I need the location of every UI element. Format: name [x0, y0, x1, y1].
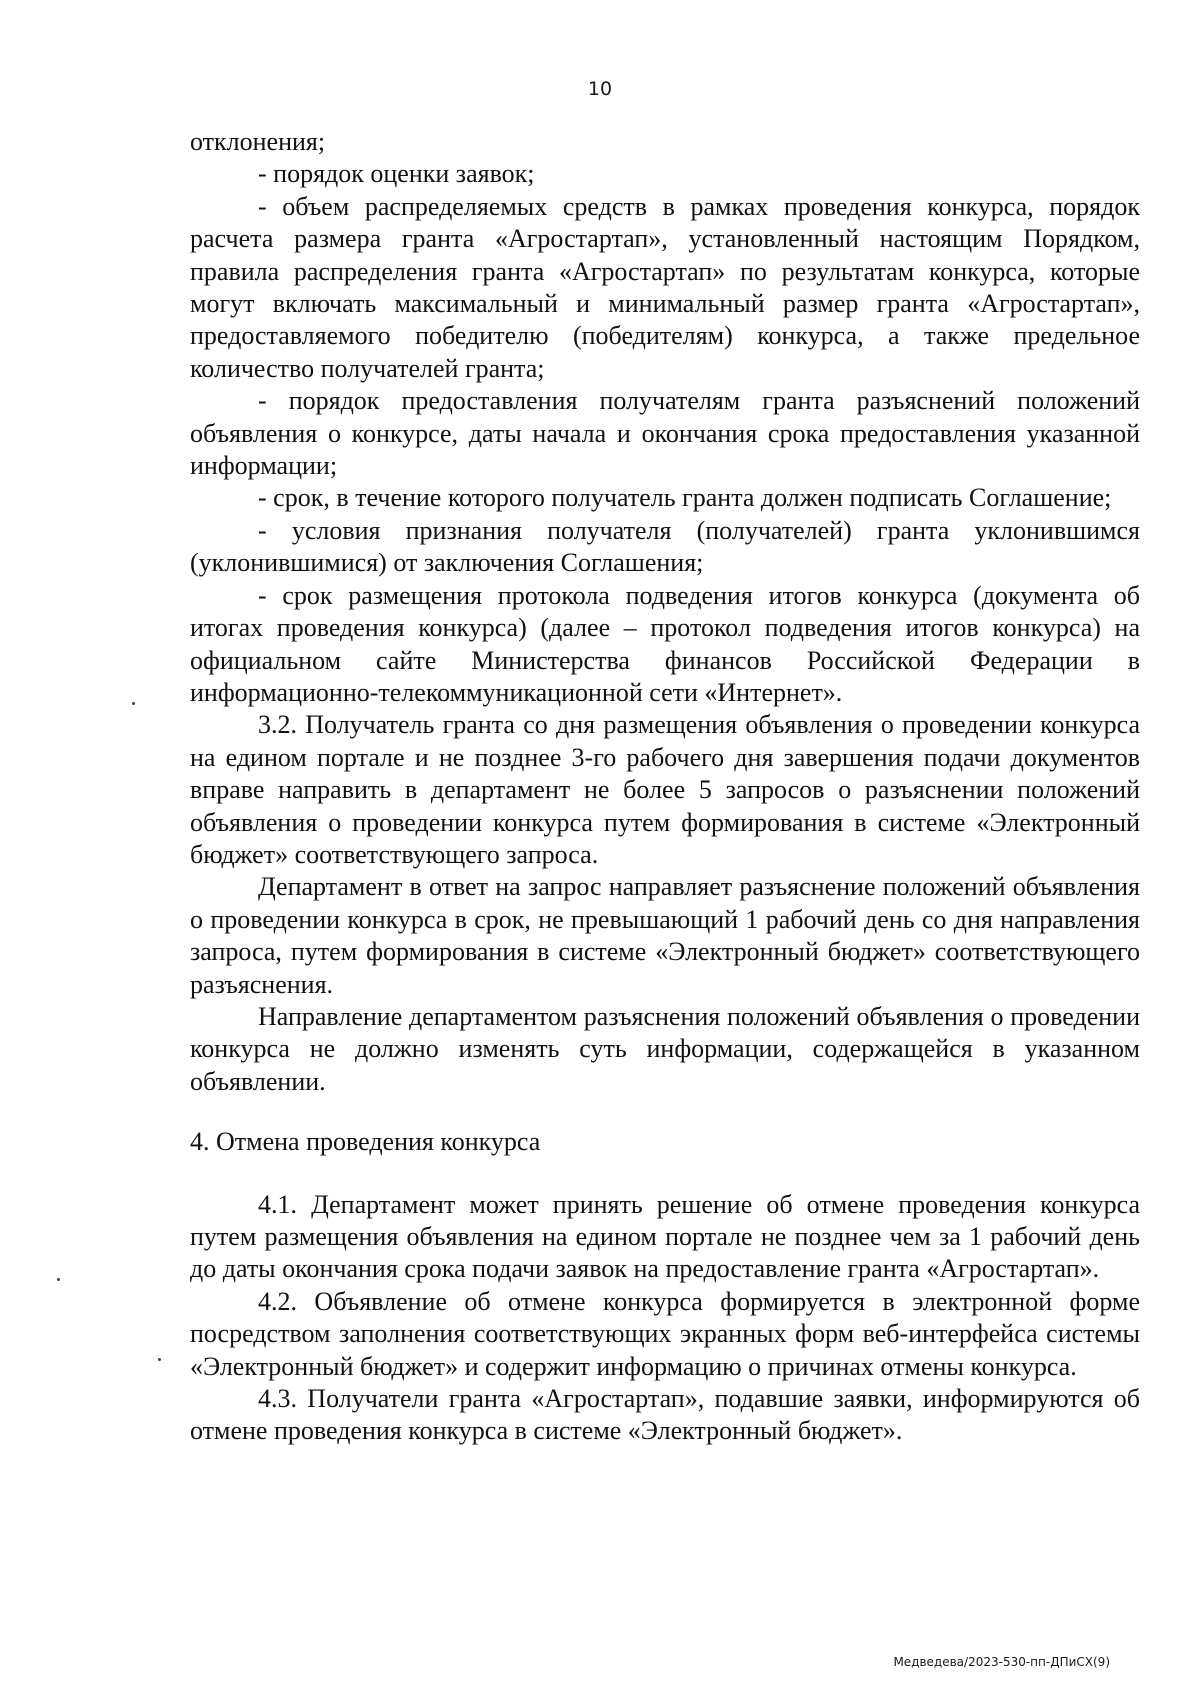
paragraph: Направление департаментом разъяснения положений объявления о проведении конкурса не должно изменять суть информации, содержащейся в указанном объявлении. — [190, 1001, 1140, 1096]
list-item: - срок, в течение которого получатель гранта должен подписать Соглашение; — [258, 483, 1112, 513]
clause-4-3: 4.3. Получатели гранта «Агростартап», подавшие заявки, информируются об отмене проведения конкурса в системе «Электронный бюджет». — [190, 1384, 1140, 1446]
list-item: - объем распределяемых средств в рамках проведения конкурса, порядок расчета размера гранта «Агростартап», установленный настоящим Порядком, правила распределения гранта «Агростартап» по результатам конкурса, которые могут включать максимальный и минимальный размер гранта «Агростартап», предоставляемого победителю (победителям) конкурса, а также предельное количество получателей гранта; — [190, 191, 1140, 383]
scan-speck — [132, 702, 135, 705]
list-item: - порядок оценки заявок; — [258, 159, 535, 189]
clause-4-2: 4.2. Объявление об отмене конкурса формируется в электронной форме посредством заполнения соответствующих экранных форм веб-интерфейса системы «Электронный бюджет» и содержит информацию о причинах отмены конкурса. — [190, 1286, 1140, 1381]
clause-4-1: 4.1. Департамент может принять решение об отмене проведения конкурса путем размещения объявления на едином портале не позднее чем за 1 рабочий день до даты окончания срока подачи заявок на предоставление гранта «Агростартап». — [190, 1189, 1140, 1284]
list-item: - срок размещения протокола подведения итогов конкурса (документа об итогах проведения конкурса) (далее – протокол подведения итогов конкурса) на официальном сайте Министерства финансов Российской Федерации в информационно-телекоммуникационной сети «Интернет». — [190, 580, 1140, 707]
document-footer-code: Медведева/2023-530-пп-ДПиСХ(9) — [893, 1655, 1110, 1669]
document-body — [190, 126, 1140, 1448]
scan-speck — [57, 1278, 60, 1281]
list-item: - порядок предоставления получателям гранта разъяснений положений объявления о конкурсе, даты начала и окончания срока предоставления указанной информации; — [190, 386, 1140, 481]
page-number: 10 — [587, 78, 613, 100]
paragraph: Департамент в ответ на запрос направляет разъяснение положений объявления о проведении конкурса в срок, не превышающий 1 рабочий день со дня направления запроса, путем формирования в системе «Электронный бюджет» соответствующего разъяснения. — [190, 872, 1140, 999]
section-heading: 4. Отмена проведения конкурса — [190, 1127, 541, 1157]
paragraph: отклонения; — [190, 127, 326, 156]
clause-3-2: 3.2. Получатель гранта со дня размещения объявления о проведении конкурса на едином портале и не позднее 3-го рабочего дня завершения подачи документов вправе направить в департамент не более 5 запросов о разъяснении положений объявления о проведении конкурса путем формирования в системе «Электронный бюджет» соответствующего запроса. — [190, 710, 1140, 869]
list-item: - условия признания получателя (получателей) гранта уклонившимся (уклонившимися) от заключения Соглашения; — [190, 515, 1140, 578]
scan-speck — [158, 1358, 161, 1361]
